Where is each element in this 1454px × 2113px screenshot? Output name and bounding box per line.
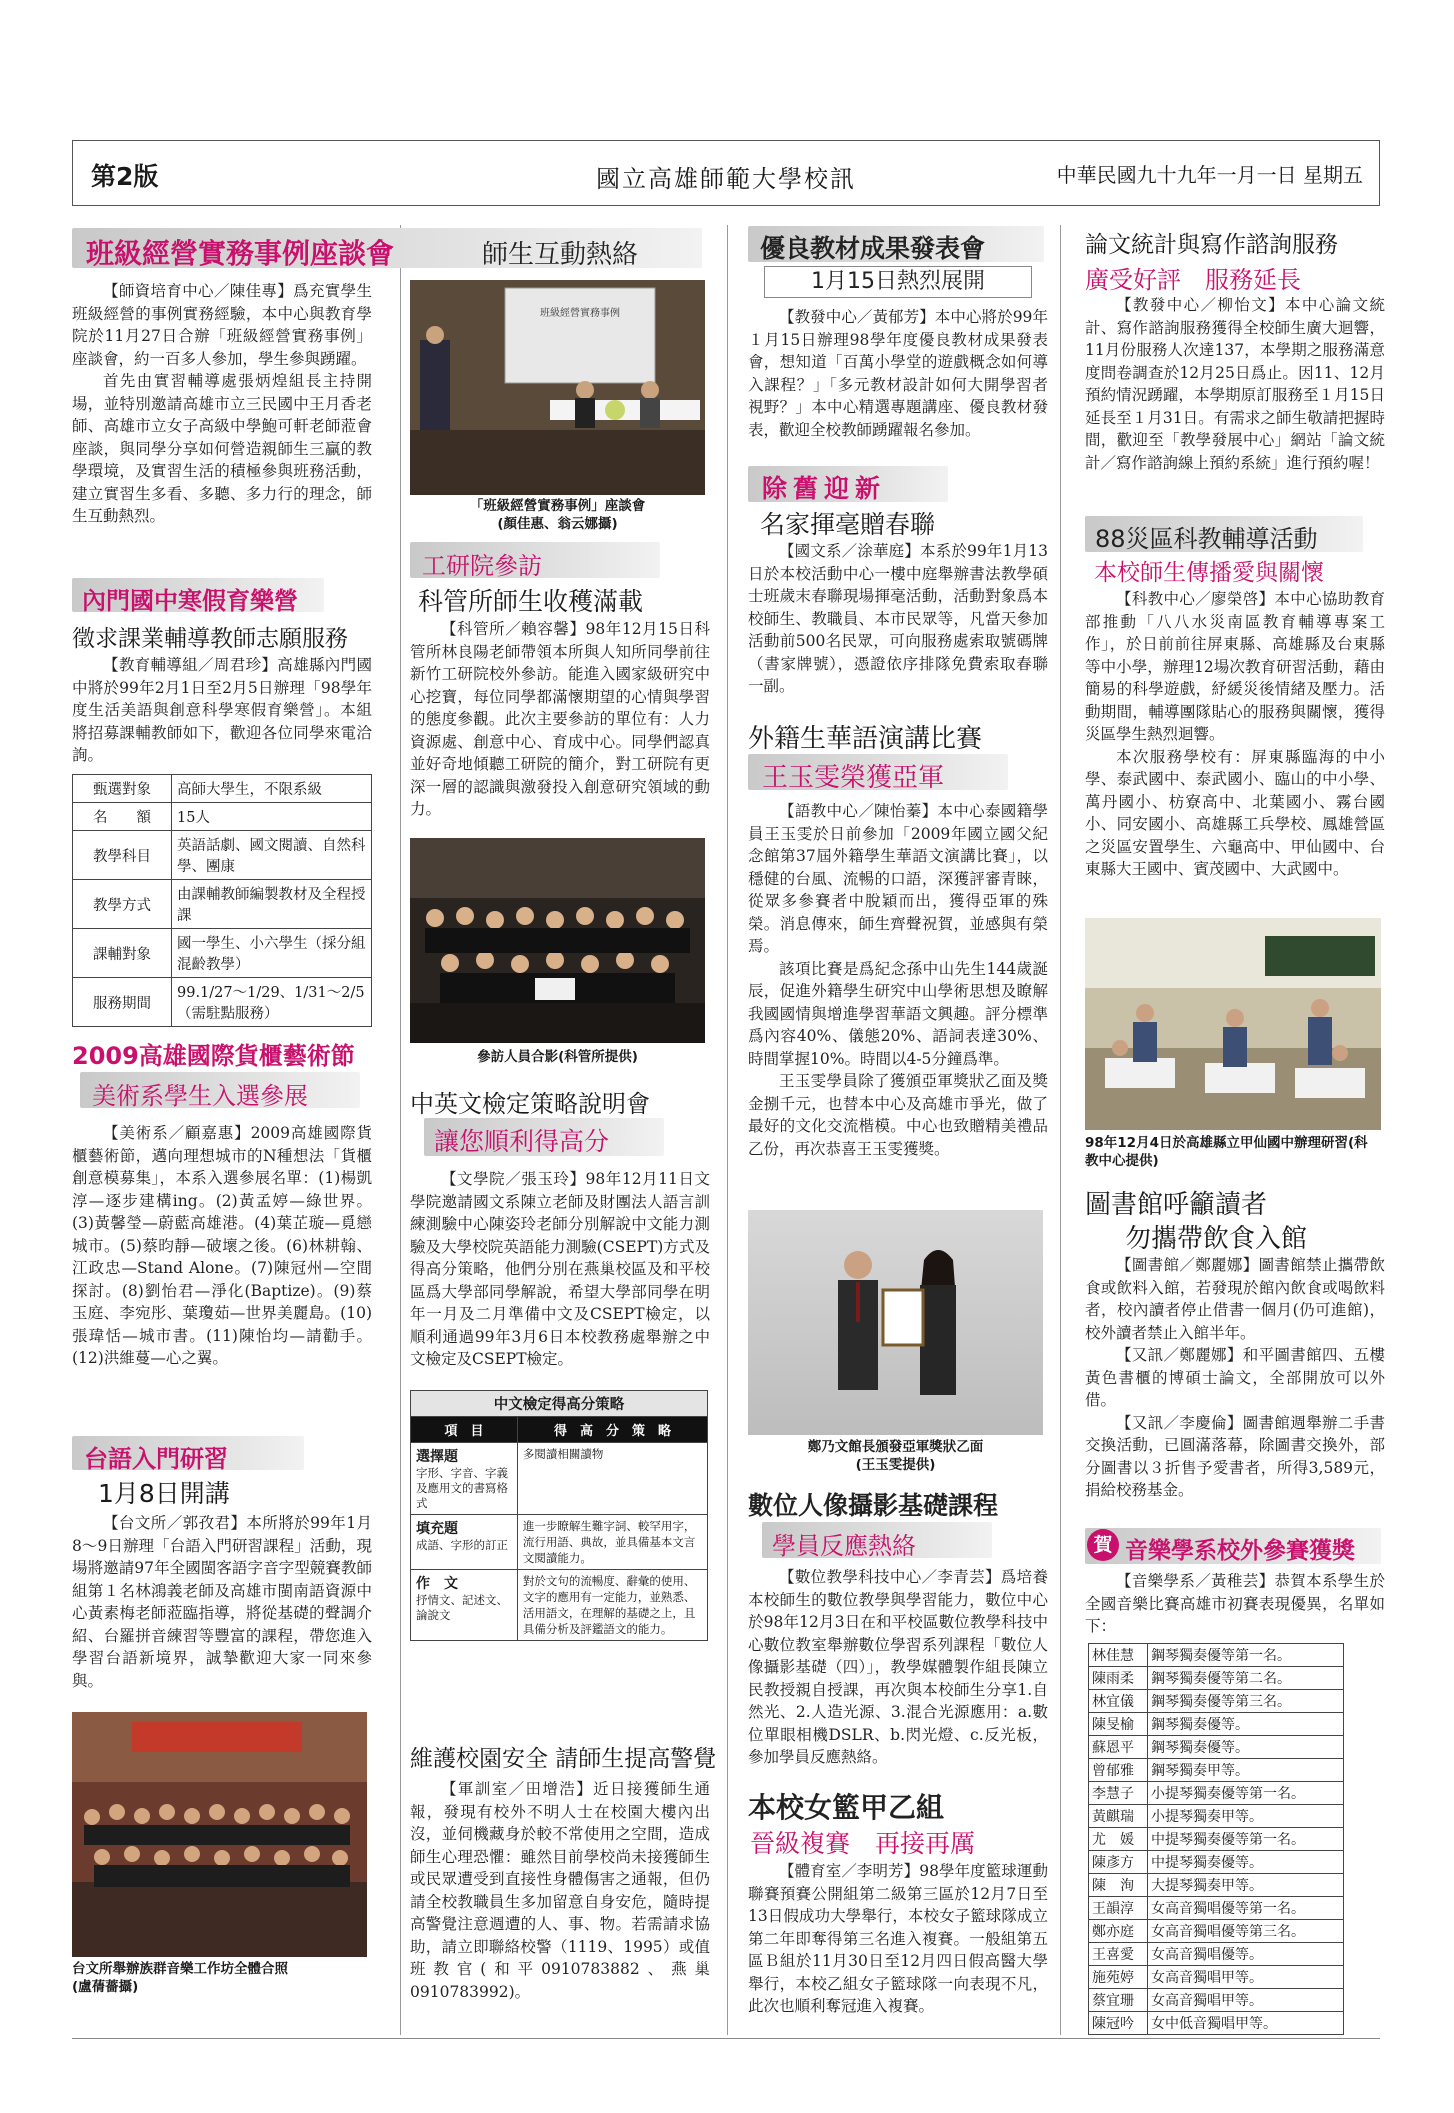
article-body: 【數位教學科技中心／李青芸】爲培養本校師生的數位教學與學習能力，數位中心於98年12月3日在和平校區數位教學科技中心數位教室舉辦數位學習系列課程「數位人像攝影基礎（四）」，教學媒體製作組長陳立民教授親自授課，再次與本校師生分享1.自然光、2.人造光源、3.混合光源應用：a.數位單眼相機DSLR、b.閃光燈、c.反光板，參加學員反應熱絡。 [748, 1568, 1048, 1766]
article-title: 音樂學系校外參賽獲獎 [1125, 1538, 1355, 1564]
article-body: 【美術系／顧嘉惠】2009高雄國際貨櫃藝術節，邁向理想城市的N種想法「貨櫃創意模募集」，本系入選參展名單：(1)楊凱淳—逐步建構ing。(2)黃孟婷—綠世界。(3)黃馨瑩—蔚藍高雄港。(4)葉芷璇—覓戀城市。(5)蔡昀靜—破壞之後。(6)林耕翰、江政忠—Stand Alone。(7)陳冠州—空間探討。(8)劉怡君—淨化(Baptize)。(9)蔡玉庭、李宛彤、葉瓊茹—世界美麗島。(10)張瑋恬—城市書。(11)陳怡均—請勸手。(12)洪維蔓—心之翼。 [72, 1124, 372, 1367]
headline-bar [410, 542, 660, 578]
article-title: 台語入門研習 [84, 1445, 228, 1473]
photo-caption: 鄭乃文館長頒發亞軍獎狀乙面 (王玉雯提供) [807, 1439, 984, 1473]
edition-number: 第2版 [91, 162, 159, 191]
article-subtitle: 勿攜帶飲食入館 [1125, 1224, 1308, 1254]
table-cell: 15人 [172, 803, 372, 831]
article-subtitle: 徵求課業輔導教師志願服務 [72, 626, 348, 652]
table-cell: 王韻淳 [1089, 1897, 1148, 1920]
article-subtitle: 師生互動熱絡 [482, 240, 639, 270]
winners-table [1088, 1643, 1344, 2035]
article-body: 【文學院／張玉玲】98年12月11日文學院邀請國文系陳立老師及財團法人語言訓練測驗中心陳姿玲老師分別解說中文能力測驗及大學校院英語能力測驗(CSEPT)方式及得高分策略，他們分別在燕巢校區及和平校區爲大學部同學解說，希望大學部同學在明年一月及二月準備中文及CSEPT檢定，以順利通過99年3月6日本校教務處舉辦之中文檢定及CSEPT檢定。 [410, 1170, 710, 1368]
table-cell: 國一學生、小六學生（採分組混齡教學） [172, 929, 372, 978]
table-cell: 鋼琴獨奏優等。 [1148, 1713, 1344, 1736]
table-cell [411, 1443, 518, 1515]
table-cell: 服務期間 [73, 978, 172, 1027]
table-cell: 小提琴獨奏優等第一名。 [1148, 1782, 1344, 1805]
article-subtitle: 晉級複賽 再接再厲 [750, 1829, 976, 1858]
table-header: 得 高 分 策 略 [517, 1417, 707, 1443]
table-row [1089, 1966, 1344, 1989]
table-cell: 女高音獨唱優等第三名。 [1148, 1920, 1344, 1943]
table-cell: 課輔對象 [73, 929, 172, 978]
article-body: 【教發中心／柳怡文】本中心論文統計、寫作諮詢服務獲得全校師生廣大迴響，11月份服務人次達137，本學期之服務滿意度問卷調查於12月25日爲止。因11、12月預約情況踴躍，本學期原訂服務至１月15日延長至１月31日。有需求之師生敬請把握時間，歡迎至「教學發展中心」網站「論文統計／寫作諮詢線上預約系統」進行預約喔！ [1085, 296, 1385, 472]
table-cell: 陳旻榆 [1089, 1713, 1148, 1736]
table-cell: 99.1/27～1/29、1/31～2/5（需駐點服務） [172, 978, 372, 1027]
headline-bar [748, 754, 1008, 793]
headline-bar [1085, 516, 1363, 552]
article-body: 【軍訓室／田增浩】近日接獲師生通報，發現有校外不明人士在校園大樓內出沒，並伺機藏身於較不常使用之空間，造成師生心理恐懼：雖然目前學校尚未接獲師生或民眾遭受到直接性身體傷害之通報，但仍請全校教職員生多加留意自身安危，隨時提高警覺注意週遭的人、事、物。若需請求協助，請立即聯絡校警（1119、1995）或值班教官(和平0910783882、燕巢0910783992)。 [410, 1780, 710, 2001]
table-row [73, 775, 372, 803]
table-cell: 中提琴獨奏優等第一名。 [1148, 1828, 1344, 1851]
article-body: 【台文所／郭孜君】本所將於99年1月8～9日辦理「台語入門研習課程」活動，現場將邀請97年全國閩客語字音字型競賽教師組第１名林鴻義老師及高雄市閩南語資源中心黃素梅老師蒞臨指導，將從基礎的聲調介紹、台羅拼音練習等豐富的課程，帶您進入學習台語新境界，誠摯歡迎大家一同來參與。 [72, 1514, 372, 1690]
table-cell: 教學科目 [73, 831, 172, 880]
table-row [73, 803, 372, 831]
article-title: 維護校園安全 請師生提高警覺 [410, 1746, 717, 1772]
table-row [411, 1570, 708, 1641]
article-title: 外籍生華語演講比賽 [748, 724, 983, 754]
table-cell: 名 額 [73, 803, 172, 831]
table-row [1089, 1851, 1344, 1874]
table-cell: 陳彥方 [1089, 1851, 1148, 1874]
article-title: 數位人像攝影基礎課程 [748, 1491, 999, 1520]
strategy-scope: 抒情文、記述文、論說文 [416, 1593, 508, 1622]
strategy-scope: 成語、字形的訂正 [416, 1538, 508, 1552]
headline-bar [1085, 1528, 1381, 1564]
article-body: 【科管所／賴容馨】98年12月15日科管所林良陽老師帶領本所與人知所同學前往新竹工研院校外參訪。能進入國家級研究中心挖寶，每位同學都滿懷期望的心情與學習的態度參觀。此次主要參訪的單位有：人力資源處、創意中心、育成中心。同學們認真並好奇地傾聽工研院的簡介，對工研院有更深一層的認識與激發投入創意研究領域的動力。 [410, 620, 710, 818]
issue-date: 中華民國九十九年一月一日 星期五 [1056, 163, 1363, 187]
table-cell: 女高音獨唱優等第一名。 [1148, 1897, 1344, 1920]
table-cell: 小提琴獨奏甲等。 [1148, 1805, 1344, 1828]
article-body: 【教發中心／黃郁芳】本中心將於99年１月15日辦理98學年度優良教材成果發表會，想知道「百萬小學堂的遊戲概念如何導入課程？」「多元教材設計如何大開學習者視野？」本中心精選專題講座、優良教材發表，歡迎全校教師踴躍報名參加。 [748, 308, 1048, 439]
table-cell: 蔡宜珊 [1089, 1989, 1148, 2012]
table-cell: 教學方式 [73, 880, 172, 929]
table-cell [411, 1515, 518, 1570]
table-cell: 由課輔教師編製教材及全程授課 [172, 880, 372, 929]
article-title: 本校女籃甲乙組 [748, 1791, 945, 1824]
table-title: 中文檢定得高分策略 [410, 1390, 708, 1416]
table-cell: 黃麒瑞 [1089, 1805, 1148, 1828]
table-cell: 林佳慧 [1089, 1644, 1148, 1667]
table-cell: 鄭亦庭 [1089, 1920, 1148, 1943]
table-cell: 高師大學生，不限系級 [172, 775, 372, 803]
table-cell: 蘇恩平 [1089, 1736, 1148, 1759]
table-row [1089, 1805, 1344, 1828]
table-cell: 鋼琴獨奏甲等。 [1148, 1759, 1344, 1782]
table-cell: 鋼琴獨奏優等第三名。 [1148, 1690, 1344, 1713]
tutor-info-table [72, 774, 372, 1027]
table-cell: 陳 洵 [1089, 1874, 1148, 1897]
table-row [1089, 1874, 1344, 1897]
column-divider [1060, 225, 1061, 2035]
visit-group-photo [410, 838, 705, 1043]
headline-bar [748, 226, 1044, 262]
article-title: 中英文檢定策略說明會 [410, 1090, 650, 1118]
article-body: 【國文系／涂華庭】本系於99年1月13日於本校活動中心一樓中庭舉辦書法教學碩士班歲末春聯現場揮毫活動，活動對象爲本校師生、教職員、本市民眾等，凡當天參加活動前500名民眾，可向服務處索取號碼牌（書家牌號），憑證依序排隊免費索取春聯一副。 [748, 542, 1048, 695]
table-row [1089, 1736, 1344, 1759]
table-row [73, 831, 372, 880]
article-body: 【圖書館／鄭麗娜】圖書館禁止攜帶飲食或飲料入館，若發現於館內飲食或喝飲料者，校內讀者停止借書一個月(仍可進館)，校外讀者禁止入館半年。 【又訊／鄭麗娜】和平圖書館四、五樓黃色書櫃的博碩士論文，全部開放可以外借。 【又訊／李慶倫】圖書館週舉辦二手書交換活動，已圓滿落幕，除圖書交換外，部分圖書以３折售予愛書者，所得3,589元，捐給校務基金。 [1085, 1256, 1385, 1499]
strategy-scope: 字形、字音、字義及應用文的書寫格式 [416, 1466, 508, 1510]
article-subtitle: 1月15日熱烈展開 [764, 266, 1032, 298]
table-cell [411, 1570, 518, 1641]
article-subtitle: 學員反應熱絡 [772, 1532, 916, 1560]
table-row [73, 880, 372, 929]
award-photo [748, 1210, 1043, 1435]
table-row [1089, 1644, 1344, 1667]
headline-bar [72, 578, 324, 615]
table-cell: 大提琴獨奏甲等。 [1148, 1874, 1344, 1897]
article-subtitle: 讓您順利得高分 [434, 1127, 610, 1156]
article-body: 【語教中心／陳怡蓁】本中心泰國籍學員王玉雯於日前參加「2009年國立國父紀念館第37屆外籍學生華語文演講比賽」，以穩健的台風、流暢的口語，深獲評審青睞，從眾多參賽者中脫穎而出，獲得亞軍的殊榮。消息傳來，師生齊聲祝賀，並感與有榮焉。 該項比賽是爲紀念孫中山先生144歲誕辰，促進外籍學生研究中山學術思想及瞭解我國國情與增進學習華語文興趣。評分標準爲內容40%、儀態20%、語詞表達30%、時間掌握10%。時間以4-5分鐘爲準。 王玉雯學員除了獲頒亞軍獎狀乙面及獎金捌千元，也替本中心及高雄市爭光，做了最好的文化交流楷模。中心也致贈精美禮品乙份，再次恭喜王玉雯獲獎。 [748, 802, 1048, 1158]
strategy-item: 作 文 [416, 1576, 458, 1592]
table-cell: 甄選對象 [73, 775, 172, 803]
table-cell: 中提琴獨奏優等。 [1148, 1851, 1344, 1874]
article-title: 88災區科教輔導活動 [1095, 525, 1318, 553]
table-row [1089, 1943, 1344, 1966]
article-title: 內門國中寒假育樂營 [82, 587, 298, 615]
table-cell: 多閱讀相關讀物 [517, 1443, 707, 1515]
article-subtitle: 王玉雯榮獲亞軍 [762, 763, 945, 793]
table-cell: 對於文句的流暢度、辭彙的使用、文字的應用有一定能力，並熟悉、活用語文，在理解的基礎之上，且具備分析及評鑑語文的能力。 [517, 1570, 707, 1641]
article-subtitle: 名家揮毫贈春聯 [760, 510, 936, 539]
table-cell: 進一步瞭解生難字詞、較罕用字，流行用語、典故，並具備基本文言文閱讀能力。 [517, 1515, 707, 1570]
table-cell: 英語話劇、國文閱讀、自然科學、團康 [172, 831, 372, 880]
table-row [1089, 1759, 1344, 1782]
classroom-photo [1085, 918, 1381, 1130]
photo-caption: 台文所舉辦族群音樂工作坊全體合照 (盧蒨薔攝) [72, 1961, 288, 1995]
table-cell: 陳冠吟 [1089, 2012, 1148, 2035]
article-subtitle: 1月8日開講 [98, 1479, 230, 1508]
headline-bar [80, 1072, 360, 1108]
article-subtitle: 科管所師生收穫滿載 [418, 587, 644, 616]
table [410, 1416, 708, 1641]
seminar-photo [410, 280, 705, 495]
table-cell: 陳雨柔 [1089, 1667, 1148, 1690]
table-row [1089, 1713, 1344, 1736]
article-body: 【體育室／李明芳】98學年度籃球運動聯賽預賽公開組第二級第三區於12月7日至13日假成功大學舉行，本校女子籃球隊成立第二年即奪得第三名進入複賽。一般組第五區Ｂ組於11月30日至12月四日假高醫大學舉行，本校乙組女子籃球隊一向表現不凡，此次也順利奪冠進入複賽。 [748, 1862, 1048, 2015]
table-cell: 鋼琴獨奏優等。 [1148, 1736, 1344, 1759]
table-row [1089, 1782, 1344, 1805]
article-title: 論文統計與寫作諮詢服務 [1085, 232, 1338, 258]
article-body: 【教育輔導組／周君珍】高雄縣內門國中將於99年2月1日至2月5日辦理「98學年度生活美語與創意科學寒假育樂營」。本組將招募課輔教師如下，歡迎各位同學來電洽詢。 [72, 656, 372, 764]
table-row [1089, 1667, 1344, 1690]
table-row [411, 1515, 708, 1570]
article-body: 【音樂學系／黃稚芸】恭賀本系學生於全國音樂比賽高雄市初賽表現優異，名單如下： [1085, 1572, 1385, 1635]
headline-bar [72, 1436, 304, 1473]
congrats-badge: 賀 [1087, 1529, 1119, 1561]
table-cell: 女高音獨唱甲等。 [1148, 1989, 1344, 2012]
headline-bar [762, 1522, 992, 1558]
table-row [1089, 1989, 1344, 2012]
article-title: 工研院參訪 [422, 552, 542, 580]
article-subtitle: 本校師生傳播愛與關懷 [1094, 560, 1324, 586]
group-photo [72, 1712, 367, 1957]
headline-bar [748, 466, 948, 502]
table-cell: 鋼琴獨奏優等第一名。 [1148, 1644, 1344, 1667]
photo-caption: 參訪人員合影(科管所提供) [477, 1049, 638, 1065]
table-cell: 曾郁雅 [1089, 1759, 1148, 1782]
article-title: 班級經營實務事例座談會 [86, 237, 395, 270]
article-body: 【師資培育中心／陳佳專】爲充實學生班級經營的事例實務經驗，本中心與教育學院於11月27日合辦「班級經營實務事例」座談會，約一百多人參加，學生參與踴躍。 首先由實習輔導處張炳煌組長主持開場，並特別邀請高雄市立三民國中王月香老師、高雄市立女子高級中學鮑可軒老師蒞會座談，與同學分享如何營造親師生三贏的教學環境，及實習生活的積極參與班務活動，建立實習生多看、多聽、多力行的理念，師生互動熱烈。 [72, 282, 372, 525]
slide-text: 班級經營實務事例 [540, 308, 620, 319]
table-cell: 女中低音獨唱甲等。 [1148, 2012, 1344, 2035]
column-divider [727, 225, 728, 2035]
table-cell: 鋼琴獨奏優等第二名。 [1148, 1667, 1344, 1690]
table-row [1089, 1920, 1344, 1943]
column-divider [400, 225, 401, 2035]
masthead [72, 140, 1380, 206]
photo-caption: 98年12月4日於高雄縣立甲仙國中辦理研習(科教中心提供) [1085, 1135, 1368, 1169]
table-row [411, 1443, 708, 1515]
strategy-table [410, 1390, 708, 1641]
table-row [1089, 1828, 1344, 1851]
article-title: 除舊迎新 [762, 474, 887, 503]
table-row [73, 929, 372, 978]
photo-caption: 「班級經營實務事例」座談會 (顏佳惠、翁云娜攝) [469, 498, 646, 532]
headline-bar [424, 1118, 664, 1156]
strategy-item: 填充題 [416, 1521, 458, 1537]
publication-title: 國立高雄師範大學校訊 [596, 165, 856, 193]
table-row [73, 978, 372, 1027]
table-cell: 林宜儀 [1089, 1690, 1148, 1713]
table-cell: 李慧子 [1089, 1782, 1148, 1805]
table-cell: 女高音獨唱優等。 [1148, 1943, 1344, 1966]
table-header: 項 目 [411, 1417, 518, 1443]
article-subtitle: 廣受好評 服務延長 [1085, 266, 1301, 294]
table-cell: 王喜愛 [1089, 1943, 1148, 1966]
table-row [1089, 1690, 1344, 1713]
article-title: 圖書館呼籲讀者 [1085, 1190, 1268, 1220]
table-cell: 女高音獨唱甲等。 [1148, 1966, 1344, 1989]
table-row [1089, 2012, 1344, 2035]
article-title: 2009高雄國際貨櫃藝術節 [72, 1042, 355, 1070]
table-cell: 尤 媛 [1089, 1828, 1148, 1851]
headline-bar [72, 228, 702, 268]
article-body: 【科教中心／廖榮啓】本中心協助教育部推動「八八水災南區教育輔導專案工作」，於日前前往屏東縣、高雄縣及台東縣等中小學，辦理12場次教育研習活動，藉由簡易的科學遊戲，紓緩災後情緒及壓力。活動期間，輔導團隊貼心的服務與關懷，獲得災區學生熱烈迴響。 本次服務學校有：屏東縣臨海的中小學、泰武國中、泰武國小、臨山的中小學、萬丹國小、枋寮高中、北葉國小、霧台國小、同安國小、高雄縣工兵學校、鳳雄營區之災區安置學生、六龜高中、甲仙國中、台東縣大王國中、賓茂國中、大武國中。 [1085, 590, 1385, 878]
article-title: 優良教材成果發表會 [760, 234, 986, 263]
strategy-item: 選擇題 [416, 1449, 458, 1465]
footer-rule [72, 2038, 1380, 2039]
article-subtitle: 美術系學生入選參展 [92, 1082, 308, 1110]
table-cell: 施苑婷 [1089, 1966, 1148, 1989]
table-row [1089, 1897, 1344, 1920]
